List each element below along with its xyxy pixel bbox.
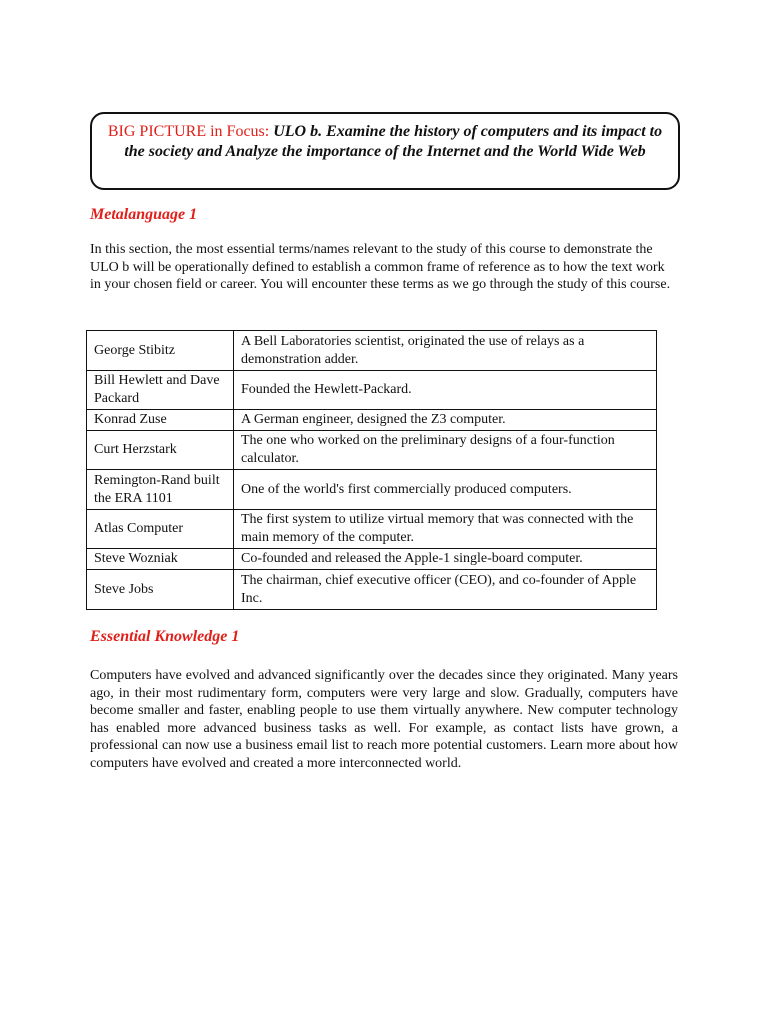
table-row [87,431,657,470]
essential-knowledge-heading: Essential Knowledge 1 [90,628,240,645]
metalanguage-intro: In this section, the most essential terms/names relevant to the study of this course to demonstrate the ULO b will be operationally defined to establish a common frame of reference as to how the text work in your chosen field or career. You will encounter these terms as we go through the study of this course. [90,242,671,293]
focus-text: ULO b. Examine the history of computers and its impact to the society and Analyze the importance of the Internet and the World Wide Web [124,123,663,160]
terms-table [86,330,657,610]
term-name: Steve Wozniak [87,549,234,570]
table-row [87,510,657,549]
term-description: Founded the Hewlett-Packard. [234,371,657,410]
term-description: A Bell Laboratories scientist, originated the use of relays as a demonstration adder. [234,331,657,371]
term-name: George Stibitz [87,331,234,371]
term-name: Konrad Zuse [87,410,234,431]
term-description: A German engineer, designed the Z3 computer. [234,410,657,431]
term-name: Steve Jobs [87,570,234,610]
focus-label: BIG PICTURE in Focus: [107,123,270,140]
table-row [87,570,657,610]
table-row [87,371,657,410]
table-row [87,470,657,510]
term-name: Curt Herzstark [87,431,234,470]
table-row [87,331,657,371]
term-description: One of the world's first commercially produced computers. [234,470,657,510]
term-name: Atlas Computer [87,510,234,549]
metalanguage-heading: Metalanguage 1 [90,206,198,223]
term-name: Remington-Rand built the ERA 1101 [87,470,234,510]
big-picture-focus-box [90,112,680,190]
table-row [87,549,657,570]
term-description: The first system to utilize virtual memory that was connected with the main memory of the computer. [234,510,657,549]
table-row [87,410,657,431]
term-description: Co-founded and released the Apple-1 single-board computer. [234,549,657,570]
term-description: The chairman, chief executive officer (CEO), and co-founder of Apple Inc. [234,570,657,610]
term-name: Bill Hewlett and Dave Packard [87,371,234,410]
term-description: The one who worked on the preliminary designs of a four-function calculator. [234,431,657,470]
essential-knowledge-body: Computers have evolved and advanced significantly over the decades since they originated. Many years ago, in their most rudimentary form, computers were very large and slow. Gradually, computers have become smaller and faster, enabling people to use them virtually anywhere. New computer technology has enabled more advanced business tasks as well. For example, as contact lists have grown, a professional can now use a business email list to reach more potential customers. Learn more about how computers have evolved and created a more interconnected world. [90,668,678,771]
